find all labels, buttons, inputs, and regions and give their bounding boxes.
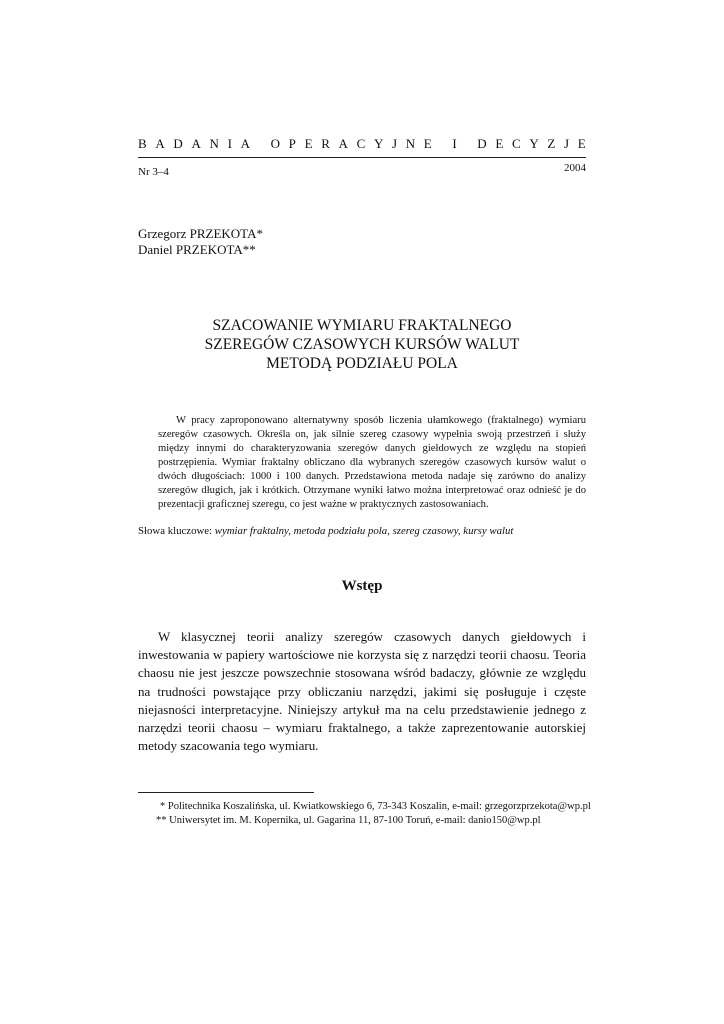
journal-title-letter: Z <box>547 136 556 151</box>
journal-title-letter: Y <box>373 136 384 151</box>
journal-title-letter: A <box>240 136 250 151</box>
abstract <box>158 414 586 512</box>
journal-title-letter: D <box>173 136 183 151</box>
journal-title-letter: E <box>577 136 586 151</box>
journal-title-letter: A <box>155 136 165 151</box>
journal-title-letter: I <box>227 136 232 151</box>
journal-title-letter: N <box>209 136 219 151</box>
publication-year: 2004 <box>564 162 586 174</box>
section-body <box>138 628 586 755</box>
journal-title-letter <box>465 136 468 152</box>
keywords-label: Słowa kluczowe: <box>138 525 213 537</box>
journal-title-letter: P <box>288 136 296 151</box>
keywords-value: wymiar fraktalny, metoda podziału pola, szereg czasowy, kursy walut <box>214 525 514 537</box>
section-heading: Wstęp <box>341 578 383 594</box>
author-name: Daniel PRZEKOTA** <box>138 242 256 257</box>
journal-title-letter: E <box>304 136 313 151</box>
journal-title-letter: E <box>495 136 504 151</box>
body-paragraph: W klasycznej teorii analizy szeregów czasowych danych giełdowych i inwestowania w papiery wartościowe nie korzysta się z narzędzi teorii chaosu. Teoria chaosu nie jest jeszcze powszechnie stosowana wśród badaczy, głównie ze względu na trudności powstające przy obliczaniu narzędzi, jakimi się posługuje i częste niejasności interpretacyjne. Niniejszy artykuł ma na celu przedstawienie jednego z narzędzi teorii chaosu – wymiaru fraktalnego, a także zaprezentowanie autorskiej metody szacowania tego wymiaru. <box>138 629 586 754</box>
paper-title <box>138 316 586 373</box>
abstract-text: W pracy zaproponowano alternatywny sposób liczenia ułamkowego (fraktalnego) wymiaru szeregów czasowych. Określa on, jak silnie szereg czasowy wypełnia swoją przestrzeń i służy między innymi do charakteryzowania szeregów danych giełdowych ze względu na stopień postrzępienia. Wymiar fraktalny obliczano dla wybranych szeregów czasowych kursów walut o dwóch długościach: 1000 i 100 danych. Przedstawiona metoda nadaje się zarówno do analizy szeregów długich, jak i krótkich. Otrzymane wyniki łatwo można interpretować oraz odnieść je do prezentacji graficznej szeregu, co jest ważne w praktycznych zastosowaniach. <box>158 415 586 510</box>
journal-title-letter: N <box>405 136 416 151</box>
footnote: * Politechnika Koszalińska, ul. Kwiatkowskiego 6, 73-343 Koszalin, e-mail: grzegorzprzekota@wp.pl <box>160 801 591 812</box>
issue-number: Nr 3–4 <box>138 166 169 178</box>
title-line: SZACOWANIE WYMIARU FRAKTALNEGO <box>212 317 512 334</box>
journal-title-letter: O <box>270 136 280 151</box>
journal-title <box>138 136 586 152</box>
footnote-rule <box>138 792 314 793</box>
title-line: METODĄ PODZIAŁU POLA <box>266 355 458 372</box>
journal-title-letter: C <box>356 136 366 151</box>
journal-title-letter: B <box>138 136 147 151</box>
journal-title-letter: J <box>392 136 398 151</box>
keywords <box>138 525 513 537</box>
footnotes <box>138 800 598 828</box>
journal-title-letter <box>440 136 443 152</box>
journal-title-letter: A <box>338 136 348 151</box>
journal-title-letter: A <box>191 136 201 151</box>
journal-title-letter: D <box>477 136 487 151</box>
journal-title-letter <box>259 136 262 152</box>
author-list <box>138 226 263 258</box>
journal-title-letter: C <box>511 136 521 151</box>
title-line: SZEREGÓW CZASOWYCH KURSÓW WALUT <box>204 336 520 353</box>
journal-title-letter: R <box>321 136 330 151</box>
footnote: ** Uniwersytet im. M. Kopernika, ul. Gagarina 11, 87-100 Toruń, e-mail: danio150@wp.pl <box>156 815 541 826</box>
header-rule <box>138 157 586 158</box>
journal-title-letter: J <box>564 136 570 151</box>
journal-title-letter: E <box>423 136 432 151</box>
journal-title-letter: Y <box>529 136 539 151</box>
journal-title-letters <box>138 136 586 152</box>
author-name: Grzegorz PRZEKOTA* <box>138 226 263 241</box>
journal-title-letter: I <box>452 136 457 151</box>
